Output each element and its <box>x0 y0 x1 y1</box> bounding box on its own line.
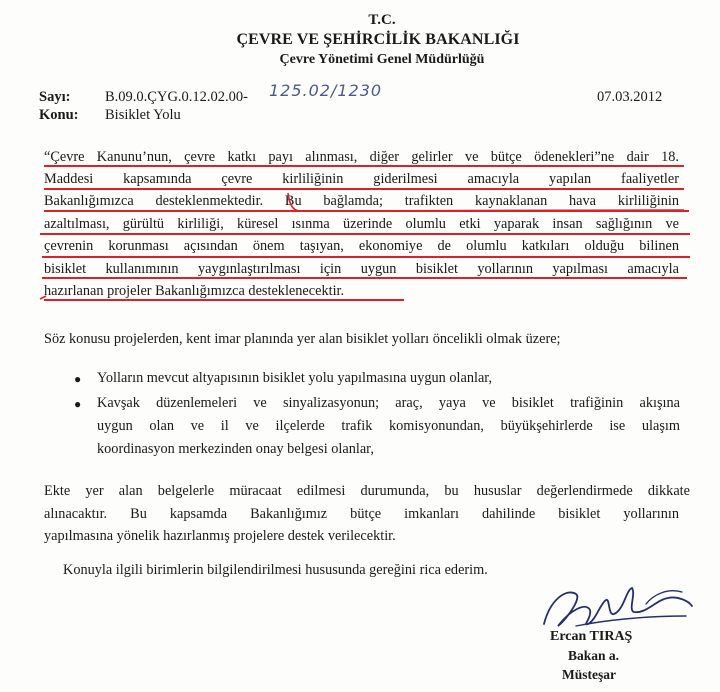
sayi-label: Sayı: <box>39 89 71 105</box>
paragraph2: Söz konusu projelerden, kent imar planında yer alan bisiklet yolları öncelikli olmak üzere; <box>44 331 561 347</box>
paragraph1-line: “Çevre Kanunu’nun, çevre katkı payı alınması, diğer gelirler ve bütçe ödenekleri”ne dair 18. <box>44 149 679 165</box>
signatory-title: Bakan a. <box>568 648 620 663</box>
konu-value: Bisiklet Yolu <box>105 107 181 123</box>
bullet-icon: ● <box>74 372 82 386</box>
header-ministry: ÇEVRE VE ŞEHİRCİLİK BAKANLIĞI <box>236 31 520 48</box>
paragraph4: Konuyla ilgili birimlerin bilgilendirilmesi hususunda gereğini rica ederim. <box>63 562 488 578</box>
bullet-line: uygun olan ve il ve ilçelerde trafik komisyonundan, büyükşehirlerde ise ulaşım <box>97 418 680 434</box>
bullet-line: Kavşak düzenlemeleri ve sinyalizasyonun; araç, yaya ve bisiklet trafiğinin akışına <box>97 395 680 411</box>
paragraph1-line: hazırlanan projeler Bakanlığımızca desteklenecektir. <box>44 283 345 299</box>
konu-label: Konu: <box>39 107 79 123</box>
paragraph1-line: çevrenin korunması açısından önem taşıyan, ekonomiye de olumlu katkıları olduğu bilinen <box>44 238 679 254</box>
header-directorate: Çevre Yönetimi Genel Müdürlüğü <box>279 52 485 67</box>
bullet-icon: ● <box>74 397 82 411</box>
paragraph3-line: alınacaktır. Bu kapsamda Bakanlığımız bütçe imkanları dahilinde bisiklet yollarının <box>44 506 679 522</box>
document-date: 07.03.2012 <box>597 89 663 105</box>
header-tc: T.C. <box>368 12 396 28</box>
paragraph1-line: bisiklet kullanımının yaygınlaştırılması için uygun bisiklet yollarının yapılması amacıyla <box>44 261 679 277</box>
sayi-value: B.09.0.ÇYG.0.12.02.00- <box>105 89 248 105</box>
paragraph1-line: azaltılması, gürültü kirliliği, küresel ısınma üzerinde olumlu etki yaparak insan sağlığının ve <box>44 216 679 232</box>
handwritten-number: 125.02/1230 <box>269 81 383 100</box>
bullet-line: Yolların mevcut altyapısının bisiklet yolu yapılmasına uygun olanlar, <box>97 370 493 386</box>
bullet-line: koordinasyon merkezinden onay belgesi olanlar, <box>97 441 374 457</box>
paragraph3-line: yapılmasına yönelik hazırlanmış projelere destek verilecektir. <box>44 528 396 544</box>
paragraph1-line: Bakanlığımızca desteklenmektedir. Bu bağlamda; trafikten kaynaklanan hava kirliliğinin <box>44 193 679 209</box>
signatory-role: Müsteşar <box>562 667 616 682</box>
signatory-name: Ercan TIRAŞ <box>550 629 633 644</box>
paragraph3-line: Ekte yer alan belgelerle müracaat edilmesi durumunda, bu hususlar değerlendirmede dikkate <box>44 483 690 499</box>
paragraph1-line: Maddesi kapsamında çevre kirliliğinin giderilmesi amacıyla yapılan faaliyetler <box>44 171 679 187</box>
